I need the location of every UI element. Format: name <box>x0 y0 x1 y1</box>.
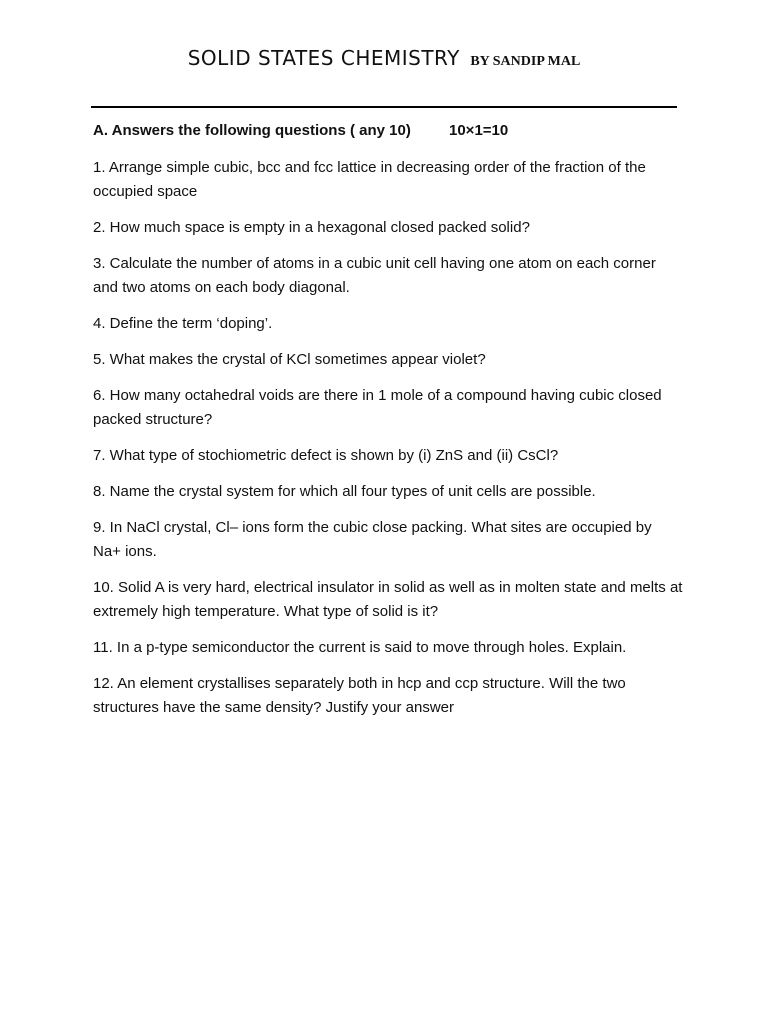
question-list <box>93 156 683 732</box>
question-3: 3. Calculate the number of atoms in a cubic unit cell having one atom on each corner and two atoms on each body diagonal. <box>93 255 656 296</box>
question-4: 4. Define the term ‘doping’. <box>93 315 273 332</box>
title-line <box>0 46 768 70</box>
question-12: 12. An element crystallises separately both in hcp and ccp structure. Will the two structures have the same density? Justify your answer <box>93 675 626 716</box>
question-5: 5. What makes the crystal of KCl sometimes appear violet? <box>93 351 486 368</box>
section-heading-text: A. Answers the following questions ( any 10) <box>93 122 411 139</box>
question-8: 8. Name the crystal system for which all four types of unit cells are possible. <box>93 483 596 500</box>
question-10: 10. Solid A is very hard, electrical insulator in solid as well as in molten state and melts at extremely high temperature. What type of solid is it? <box>93 579 683 620</box>
question-9: 9. In NaCl crystal, Cl– ions form the cubic close packing. What sites are occupied by Na+ ions. <box>93 519 652 560</box>
question-7: 7. What type of stochiometric defect is shown by (i) ZnS and (ii) CsCl? <box>93 447 559 464</box>
document-author: BY SANDIP MAL <box>470 54 581 69</box>
document-title: SOLID STATES CHEMISTRY <box>187 46 460 70</box>
question-6: 6. How many octahedral voids are there in 1 mole of a compound having cubic closed packed structure? <box>93 387 662 428</box>
section-heading <box>93 122 508 139</box>
question-11: 11. In a p-type semiconductor the current is said to move through holes. Explain. <box>93 639 627 656</box>
section-marks: 10×1=10 <box>449 122 509 139</box>
question-1: 1. Arrange simple cubic, bcc and fcc lattice in decreasing order of the fraction of the occupied space <box>93 159 646 200</box>
question-2: 2. How much space is empty in a hexagonal closed packed solid? <box>93 219 530 236</box>
horizontal-rule <box>91 106 677 108</box>
